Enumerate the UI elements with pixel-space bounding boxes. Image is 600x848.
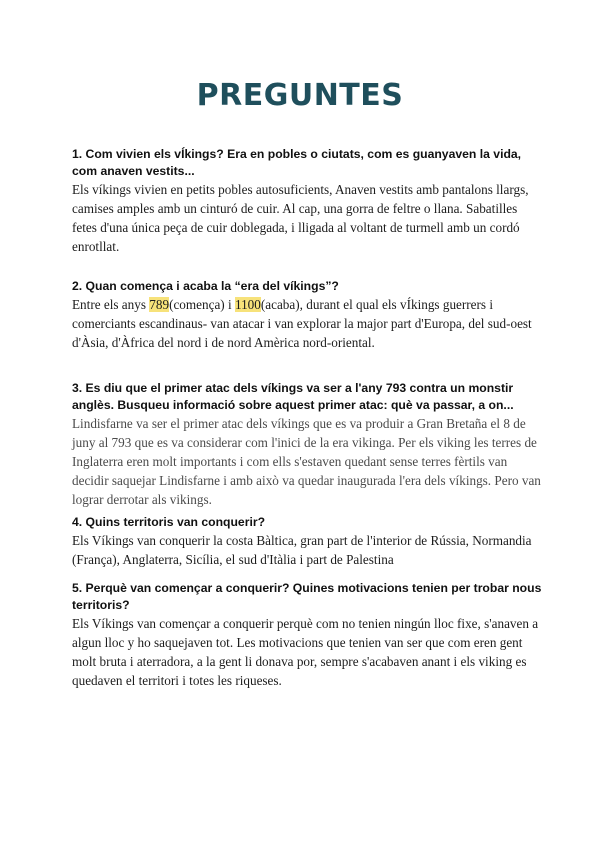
answer-text-end: (acaba), durant el qual els vÍkings guerrers i comerciants escandinaus- van atacar i van explorar la major part d'Europa, del sud-oest d'Àsia, d'Àfrica del nord i de nord Amèrica nord-oriental. bbox=[72, 297, 532, 350]
question-text: 2. Quan comença i acaba la “era del víkings”? bbox=[72, 279, 339, 293]
question-block-1 bbox=[72, 146, 542, 256]
question-text: 4. Quins territoris van conquerir? bbox=[72, 515, 266, 529]
answer-text: Els Víkings van començar a conquerir perquè com no tenien ningún lloc fixe, s'anaven a algun lloc y ho saquejaven tot. Les motivacions que tenien van ser que com eren gent molt bruta i aterradora, a la gent li donava por, sempre s'acabaven anant i els viking es quedaven el territori i totes les riqueses. bbox=[72, 616, 539, 688]
highlighted-year-end: 1100 bbox=[234, 297, 261, 312]
question-block-4 bbox=[72, 514, 542, 569]
answer-text: Els víkings vivien en petits pobles autosuficients, Anaven vestits amb pantalons llargs, camises amples amb un cinturó de cuir. Al cap, una gorra de feltre o llana. Sabatilles fetes d'una única peça de cuir doblegada, i lligada al voltant de turmell amb un cordó enrotllat. bbox=[72, 182, 529, 254]
question-block-2 bbox=[72, 278, 542, 352]
answer-text: Els Víkings van conquerir la costa Bàltica, gran part de l'interior de Rússia, Normandia (França), Anglaterra, Sicília, el sud d'Itàlia i part de Palestina bbox=[72, 533, 532, 567]
highlighted-year-start: 789 bbox=[149, 297, 170, 312]
answer-text bbox=[72, 295, 542, 352]
question-text: 1. Com vivien els vÍkings? Era en pobles o ciutats, com es guanyaven la vida, com anaven vestits... bbox=[72, 147, 522, 178]
answer-text-middle: (comença) i bbox=[169, 297, 235, 312]
question-text: 3. Es diu que el primer atac dels víkings va ser a l'any 793 contra un monstir anglès. Busqueu informació sobre aquest primer atac: què va passar, a on... bbox=[72, 381, 514, 412]
page-title: PREGUNTES bbox=[196, 78, 404, 113]
answer-text-start: Entre els anys bbox=[72, 297, 150, 312]
answer-text: Lindisfarne va ser el primer atac dels víkings que es va produir a Gran Bretaña el 8 de juny al 793 que es va considerar com l'inici de la era vikinga. Per els viking les terres de Inglaterra eren molt importants i com ells s'estaven quedant sense terres fèrtils van decidir saquejar Lindisfarne i amb això va quedar inaugurada l'era dels víkings. Pero van lograr derrotar als vikings. bbox=[72, 416, 541, 507]
question-block-3 bbox=[72, 380, 542, 509]
question-text: 5. Perquè van començar a conquerir? Quines motivacions tenien per trobar nous territoris? bbox=[72, 581, 542, 612]
question-block-5 bbox=[72, 580, 542, 690]
